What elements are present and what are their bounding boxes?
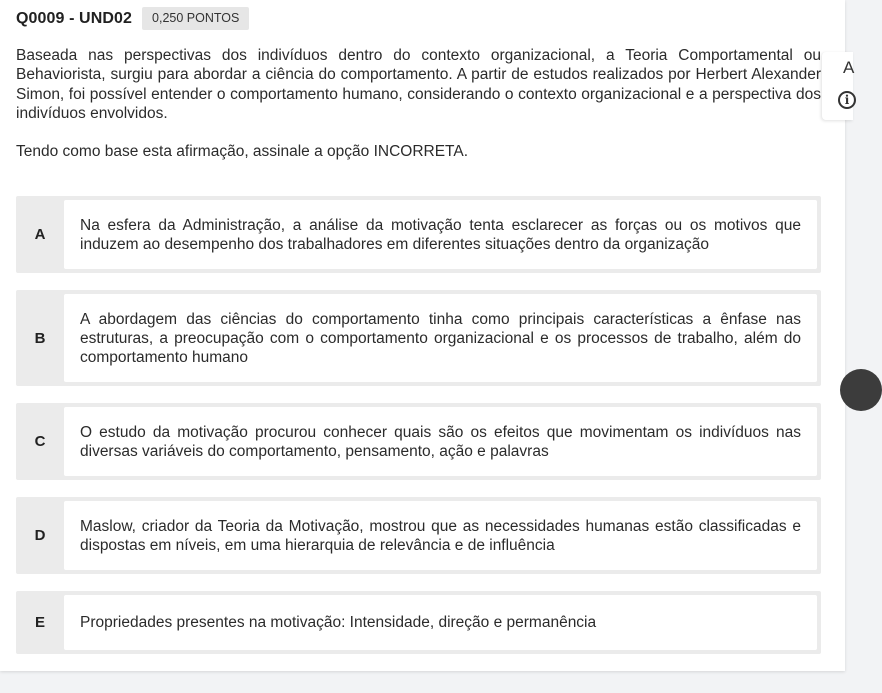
info-icon[interactable]: i [838,91,856,109]
option-c[interactable] [16,403,821,480]
option-letter: D [34,527,46,544]
option-text: Maslow, criador da Teoria da Motivação, mostrou que as necessidades humanas estão classificadas e dispostas em níveis, em uma hierarquia de relevância e de influência [80,517,801,554]
option-letter: B [34,329,46,347]
option-body[interactable] [64,294,817,382]
option-text: O estudo da motivação procurou conhecer quais são os efeitos que movimentam os indivíduos nas diversas variáveis do comportamento, pensamento, ação e palavras [80,423,801,460]
option-body[interactable] [64,200,817,269]
question-header [16,7,249,30]
option-text: A abordagem das ciências do comportamento tinha como principais características a ênfase nas estruturas, a preocupação com o comportamento organizacional e os processos de trabalho, além do comportamento humano [80,310,801,366]
option-letter: C [34,433,46,450]
option-letter: E [34,614,45,631]
option-e[interactable] [16,591,821,654]
option-body[interactable] [64,595,817,650]
option-body[interactable] [64,407,817,476]
option-b[interactable] [16,290,821,386]
option-letter: A [34,226,46,243]
option-text: Propriedades presentes na motivação: Intensidade, direção e permanência [80,614,597,631]
question-code: Q0009 - UND02 [16,9,133,27]
option-text: Na esfera da Administração, a análise da motivação tenta esclarecer as forças ou os motivos que induzem ao desempenho dos trabalhadores em diferentes situações dentro da organização [80,216,801,253]
question-statement: Baseada nas perspectivas dos indivíduos dentro do contexto organizacional, a Teoria Comportamental ou Behaviorista, surgiu para abordar a ciência do comportamento. A partir de estudos realizados por Herbert Alexander Simon, foi possível entender o comportamento humano, considerando o contexto organizacional e a perspectiva dos indivíduos envolvidos. [16,47,821,122]
question-instruction: Tendo como base esta afirmação, assinale a opção INCORRETA. [16,143,469,160]
points-badge: 0,250 PONTOS [142,7,249,30]
font-size-button[interactable]: A [843,58,855,77]
option-a[interactable] [16,196,821,273]
option-body[interactable] [64,501,817,570]
option-d[interactable] [16,497,821,574]
floating-action-button[interactable] [840,369,882,411]
